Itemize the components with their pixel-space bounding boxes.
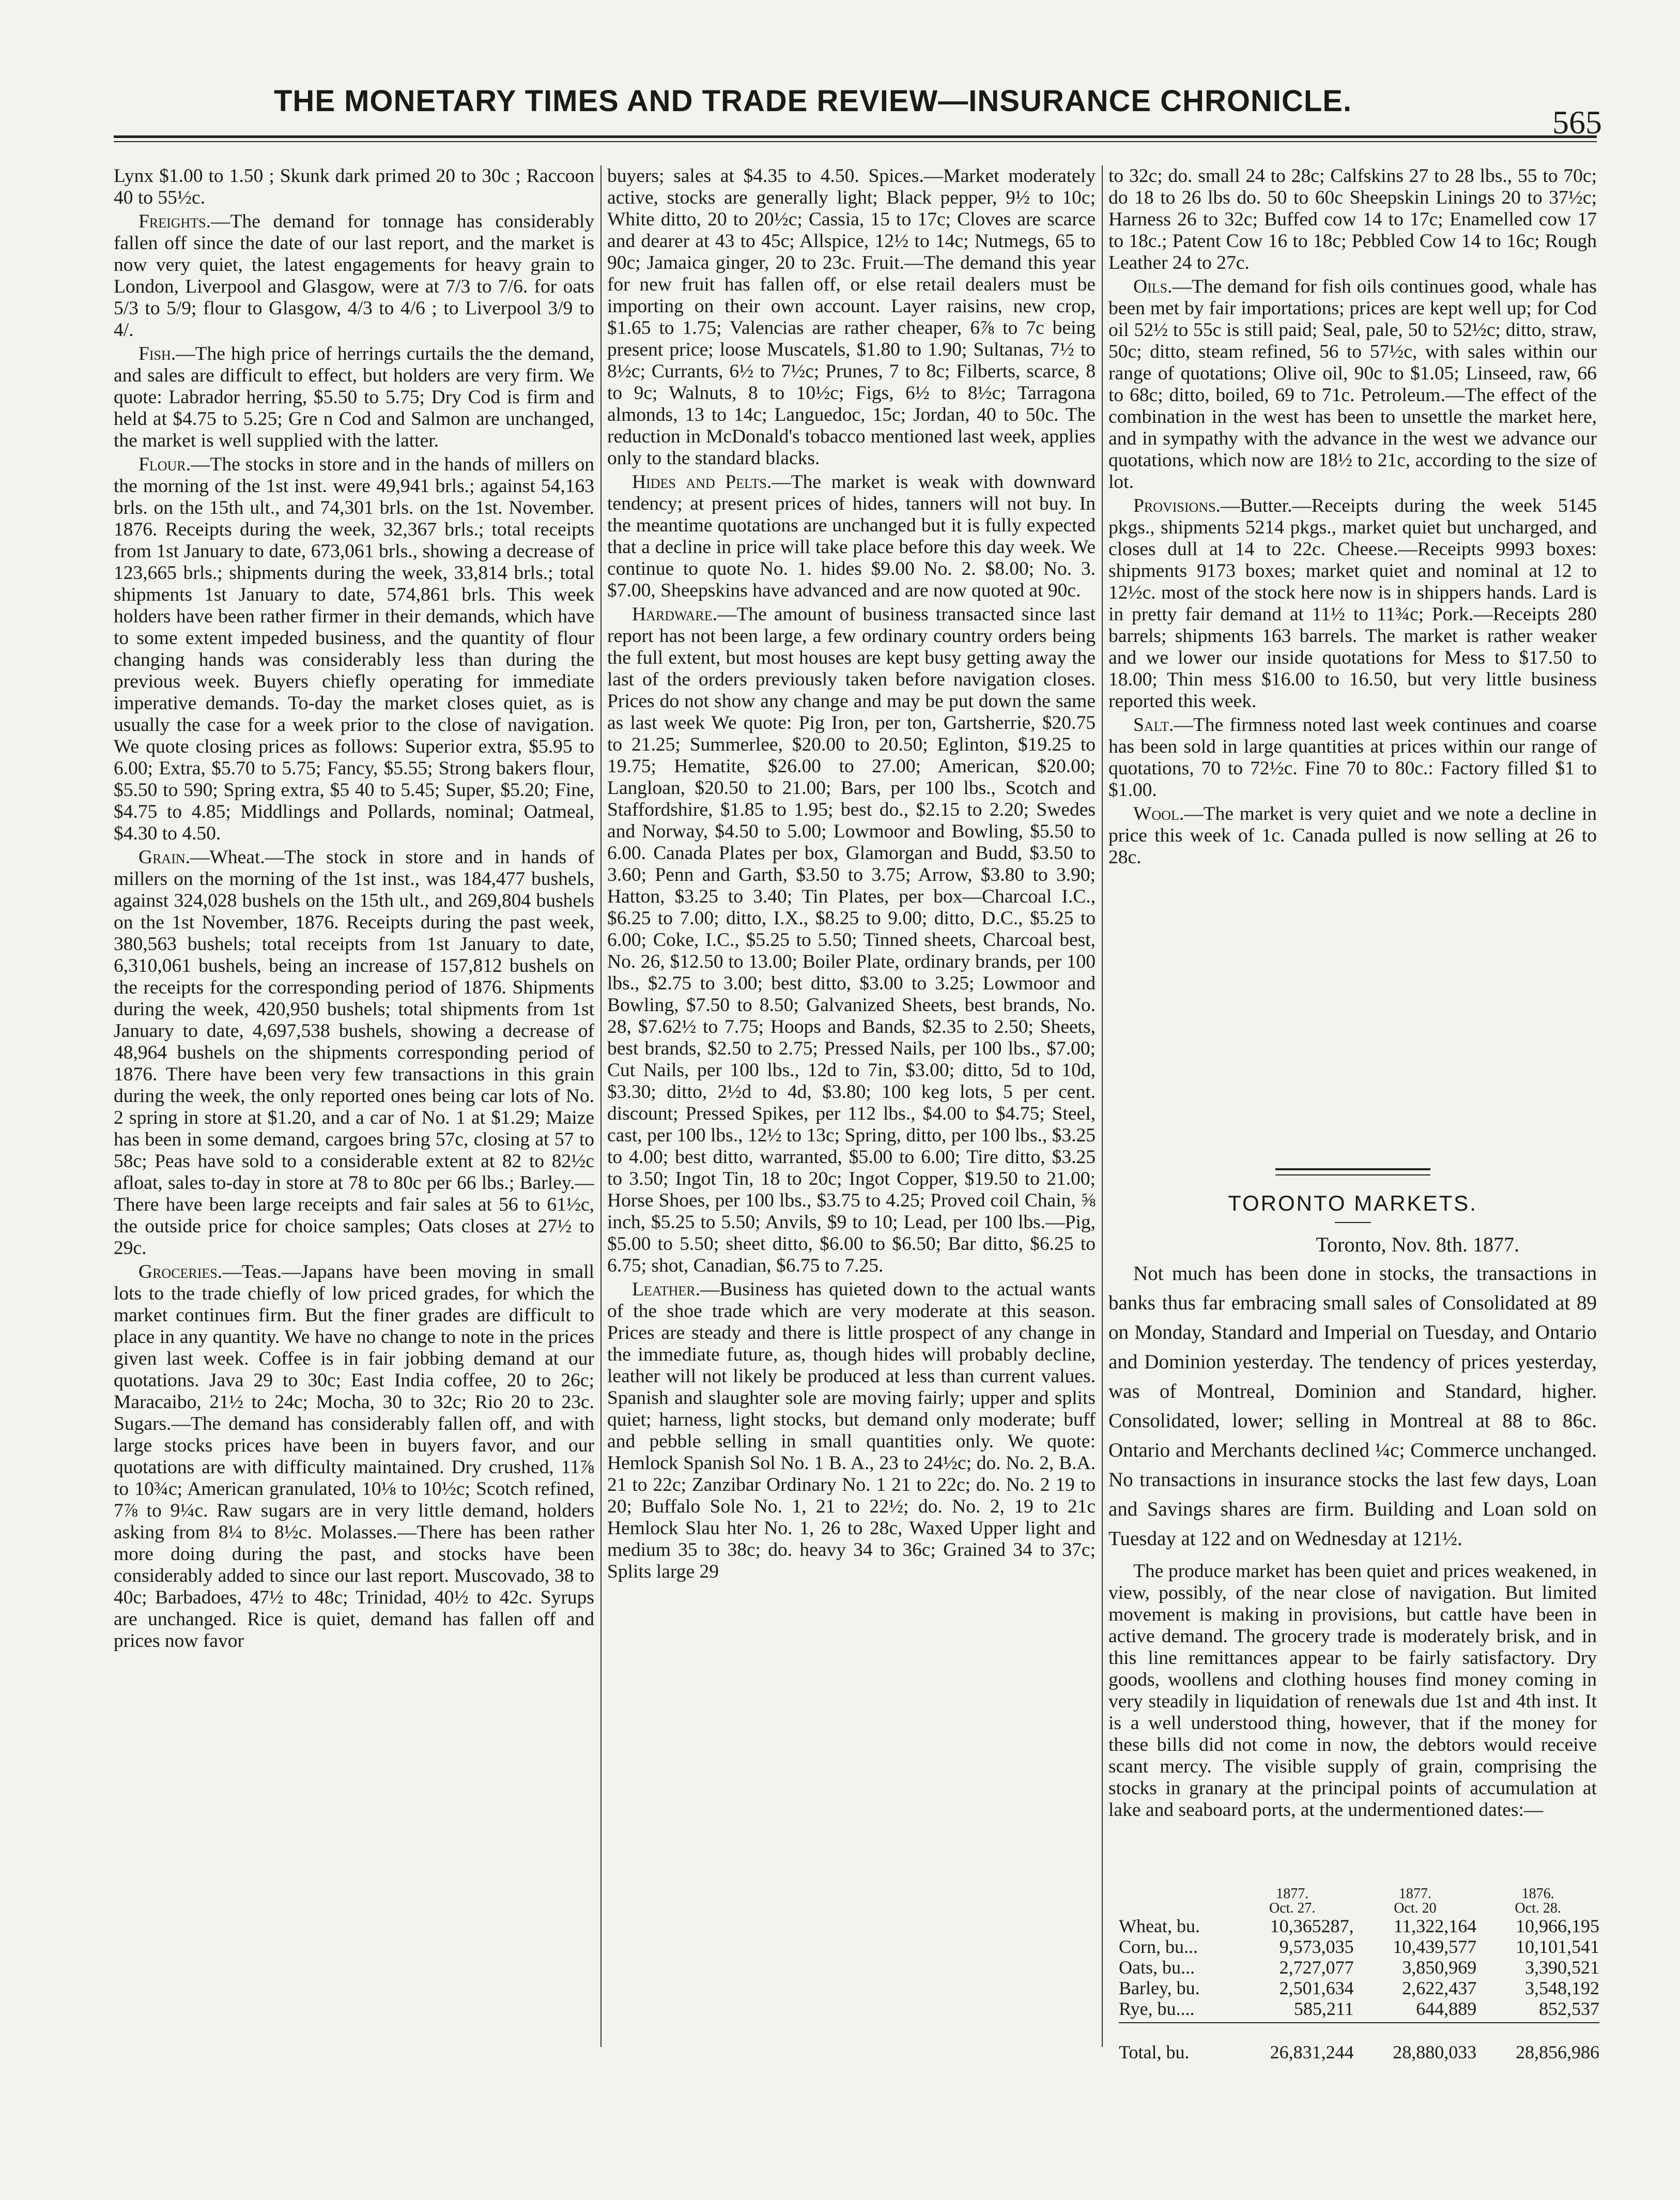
stocks-paragraph: Not much has been done in stocks, the transactions in banks thus far embracing small sales of Consolidated at 89 on Monday, Standard and Imperial on Tuesday, and Ontario and Dominion yesterday. The tendency of prices yesterday, was of Montreal, Dominion and Standard, higher. Consolidated, lower; selling in Montreal at 88 to 86c. Ontario and Merchants declined ¼c; Commerce unchanged. No transactions in insurance stocks the last few days, Loan and Savings shares are firm. Building and Loan sold on Tuesday at 122 and on Wednesday at 121½. — [1108, 1262, 1597, 1550]
spices-fruit-paragraph: buyers; sales at $4.35 to 4.50. Spices.—Market moderately active, stocks are generally light; Black pepper, 9½ to 10c; White ditto, 20 to 20½c; Cassia, 15 to 17c; Cloves are scarce and dearer at 43 to 45c; Allspice, 12½ to 14c; Nutmegs, 65 to 90c; Jamaica ginger, 20 to 23c. Fruit.—The demand this year for new fruit has fallen off, or else retail dealers must be importing on their own account. Layer raisins, new crop, $1.65 to 1.75; Valencias are rather cheaper, 6⅞ to 7c being present price; loose Muscatels, $1.80 to 1.90; Sultanas, 7½ to 8½c; Currants, 6½ to 7½c; Prunes, 7 to 8c; Filberts, scarce, 8 to 9c; Walnuts, 8 to 10½c; Figs, 6½ to 8½c; Tarragona almonds, 13 to 14c; Languedoc, 15c; Jordan, 40 to 50c. The reduction in McDonald's tobacco mentioned last week, applies only to the standard blacks. — [607, 165, 1096, 469]
table-cell: 3,850,969 — [1402, 1957, 1477, 1978]
header-rule — [114, 135, 1597, 142]
salt-text: —The firmness noted last week continues and coarse has been sold in large quantities at prices within our range of quotations, 70 to 72½c. Fine 70 to 80c.: Factory filled $1 to $1.00. — [1108, 714, 1597, 801]
column-divider — [600, 165, 602, 2047]
section-title: TORONTO MARKETS. — [1228, 1191, 1477, 1215]
page-number: 565 — [1552, 104, 1602, 141]
wool-heading: Wool. — [1133, 803, 1184, 824]
column-date: Oct. 27. — [1269, 1900, 1316, 1916]
table-row — [1119, 1916, 1599, 1936]
groceries-text: —Teas.—Japans have been moving in small lots to the trade chiefly of low priced grades, for which the market continues firm. But the finer grades are difficult to place in any quantity. We have no change to note in the prices given last week. Coffee is in fair jobbing demand at our quotations. Java 29 to 30c; East India coffee, 20 to 26c; Maracaibo, 21½ to 24c; Mocha, 30 to 32c; Rio 20 to 23c. Sugars.—The demand has considerably fallen off, and with large stocks prices have been in buyers favor, and our quotations are with difficulty maintained. Dry crushed, 11⅞ to 10¾c; American granulated, 10⅛ to 10½c; Scotch refined, 7⅞ to 9¼c. Raw sugars are in very little demand, holders asking from 8¼ to 8½c. Molasses.—There has been rather more doing during the past, and stocks have been considerably added to since our last report. Muscovado, 38 to 40c; Barbadoes, 47½ to 48c; Trinidad, 40½ to 42c. Syrups are unchanged. Rice is quiet, demand has fallen off and prices now favor — [114, 1261, 594, 1652]
table-cell: 10,101,541 — [1516, 1936, 1599, 1957]
freights-paragraph — [114, 211, 594, 341]
wool-text: —The market is very quiet and we note a decline in price this week of 1c. Canada pulled is now selling at 26 to 28c. — [1108, 803, 1597, 868]
table-cell: 9,573,035 — [1279, 1936, 1354, 1957]
groceries-paragraph — [114, 1261, 594, 1652]
table-cell: 10,966,195 — [1516, 1916, 1599, 1936]
row-label: Oats, bu... — [1119, 1957, 1195, 1978]
toronto-markets-section — [1108, 1168, 1597, 1821]
table-cell: 26,831,244 — [1270, 2042, 1354, 2062]
table-row — [1119, 1998, 1599, 2019]
fish-heading: Fish. — [138, 343, 176, 364]
leather-heading: Leather. — [632, 1279, 700, 1300]
table-cell: 2,727,077 — [1279, 1957, 1354, 1978]
leather-continued-paragraph: to 32c; do. small 24 to 28c; Calfskins 27 to 28 lbs., 55 to 70c; do 18 to 26 lbs do. 50 to 60c Sheepskin Linings 20 to 37½c; Harness 26 to 32c; Buffed cow 14 to 17c; Enamelled cow 17 to 18c.; Patent Cow 16 to 18c; Pebbled Cow 14 to 16c; Rough Leather 24 to 27c. — [1108, 165, 1597, 273]
table-cell: 2,501,634 — [1279, 1978, 1354, 1998]
column-year: 1876. — [1521, 1886, 1554, 1902]
leather-text: —Business has quieted down to the actual wants of the shoe trade which are very moderate at this season. Prices are steady and there is little prospect of any change in the immediate future, as, though hides will probably decline, leather will not likely be produced at less than current values. Spanish and slaughter sole are moving fairly; upper and splits quiet; harness, light stocks, but demand only moderate; buff and pebble selling in small quantities only. We quote: Hemlock Spanish Sol No. 1 B. A., 23 to 24½c; do. No. 2, B.A. 21 to 22c; Zanzibar Ordinary No. 1 21 to 22c; do. No. 2 19 to 20; Buffalo Sole No. 1, 21 to 22½; do. No. 2, 19 to 21c Hemlock Slau hter No. 1, 26 to 28c, Waxed Upper light and medium 35 to 38c; do. heavy 34 to 36c; Grained 34 to 37c; Splits large 29 — [607, 1279, 1096, 1582]
oils-heading: Oils. — [1133, 276, 1173, 297]
column-date: Oct. 20 — [1394, 1900, 1437, 1916]
grain-text: —Wheat.—The stock in store and in hands of millers on the morning of the 1st inst., was 184,477 bushels, against 324,028 bushels on the 15th ult., and 269,804 bushels on the 1st November, 1876. Receipts during the past week, 380,563 bushels; total receipts from 1st January to date, 6,310,061 bushels, being an increase of 157,812 bushels on the receipts for the corresponding period of 1876. Shipments during the week, 420,950 bushels; total shipments from 1st January to date, 4,697,538 bushels, showing a decrease of 48,964 bushels on the shipments corresponding period of 1876. There have been very few transactions in this grain during the week, the only reported ones being car lots of No. 2 spring in store at $1.20, and a car of No. 1 at $1.29; Maize has been in some demand, cargoes bring 57c, closing at 57 to 58c; Peas have sold to a considerable extent at 82 to 82½c afloat, sales to-day in store at 78 to 80c per 66 lbs.; Barley.—There have been large receipts and fair sales at 56 to 61½c, the outside price for choice samples; Oats closes at 27½ to 29c. — [114, 847, 594, 1259]
table-date-row — [1119, 1901, 1599, 1916]
dateline: Toronto, Nov. 8th. 1877. — [1316, 1233, 1519, 1256]
oils-paragraph — [1108, 276, 1597, 493]
table-cell: 2,622,437 — [1402, 1978, 1477, 1998]
table-cell: 644,889 — [1416, 1998, 1477, 2019]
freights-text: —The demand for tonnage has considerably fallen off since the date of our last report, and the market is now very quiet, the latest engagements for heavy grain to London, Liverpool and Glasgow, were at 7/3 to 7/6. for oats 5/3 to 5/9; flour to Glasgow, 4/3 to 4/6 ; to Liverpool 3/9 to 4/. — [114, 211, 594, 341]
provisions-heading: Provisions. — [1133, 495, 1221, 516]
oils-text: —The demand for fish oils continues good, whale has been met by fair importations; prices are kept well up; for Cod oil 52½ to 55c is still paid; Seal, pale, 50 to 52½c; ditto, straw, 50c; ditto, steam refined, 56 to 57½c, with sales within our range of quotations; Olive oil, 90c to $1.05; Linseed, raw, 66 to 68c; ditto, boiled, 69 to 71c. Petroleum.—The effect of the combination in the west has been to unsettle the market here, and in sympathy with the advance in the west we advance our quotations, which now are 18½ to 21c, according to the size of lot. — [1108, 276, 1597, 493]
table-row — [1119, 1957, 1599, 1978]
grain-supply-table — [1119, 1887, 1599, 2062]
row-label: Wheat, bu. — [1119, 1916, 1200, 1936]
salt-heading: Salt. — [1133, 714, 1174, 736]
hides-heading: Hides and Pelts. — [632, 471, 772, 493]
hides-paragraph — [607, 471, 1096, 602]
page-header — [98, 72, 1612, 141]
table-cell: 10,365287, — [1270, 1916, 1354, 1936]
column-1 — [114, 165, 594, 2047]
table-cell: 585,211 — [1293, 1998, 1354, 2019]
title-rule — [1335, 1222, 1371, 1223]
table-cell: 28,856,986 — [1516, 2042, 1599, 2062]
row-label: Corn, bu... — [1119, 1936, 1198, 1957]
wool-paragraph — [1108, 803, 1597, 868]
table-cell: 28,880,033 — [1393, 2042, 1477, 2062]
table-cell: 852,537 — [1539, 1998, 1599, 2019]
fur-paragraph: Lynx $1.00 to 1.50 ; Skunk dark primed 20 to 30c ; Raccoon 40 to 55½c. — [114, 165, 594, 208]
provisions-paragraph — [1108, 495, 1597, 712]
hides-text: —The market is weak with downward tendency; at present prices of hides, tanners will not buy. In the meantime quotations are unchanged but it is fully expected that a decline in price will take place before this day week. We continue to quote No. 1. hides $9.00 No. 2. $8.00; No. 3. $7.00, Sheepskins have advanced and are now quoted at 90c. — [607, 471, 1096, 601]
column-year: 1877. — [1276, 1886, 1309, 1902]
fish-paragraph — [114, 343, 594, 452]
section-rule — [1275, 1168, 1430, 1175]
column-2 — [607, 165, 1096, 2047]
freights-heading: Freights. — [138, 211, 211, 232]
table-row — [1119, 1936, 1599, 1957]
table-cell: 3,390,521 — [1525, 1957, 1599, 1978]
produce-paragraph: The produce market has been quiet and prices weakened, in view, possibly, of the near close of navigation. But limited movement is making in provisions, but cattle have been in active demand. The grocery trade is moderately brisk, and in this line remittances appear to be fairly satisfactory. Dry goods, woollens and clothing houses find money coming in very steadily in liquidation of renewals due 1st and 4th inst. It is a well understood thing, however, that if the money for these bills did not come in now, the debtors would receive scant mercy. The visible supply of grain, comprising the stocks in granary at the principal points of accumulation at lake and seaboard ports, at the undermentioned dates:— — [1108, 1561, 1597, 1821]
flour-heading: Flour. — [138, 454, 191, 475]
table-cell: 11,322,164 — [1393, 1916, 1477, 1936]
table-total-row — [1119, 2023, 1599, 2062]
hardware-text: —The amount of business transacted since last report has not been large, a few ordinary country orders being the full extent, but most houses are kept busy getting away the last of the orders previously taken before navigation closes. Prices do not show any change and may be put down the same as last week We quote: Pig Iron, per ton, Gartsherrie, $20.75 to 21.25; Summerlee, $20.00 to 20.50; Eglinton, $19.25 to 19.75; Hematite, $26.00 to 27.00; American, $20.00; Langloan, $20.50 to 21.00; Bars, per 100 lbs., Scotch and Staffordshire, $1.85 to 1.95; best do., $2.15 to 2.20; Swedes and Norway, $4.50 to 5.00; Lowmoor and Bowling, $5.50 to 6.00. Canada Plates per box, Glamorgan and Budd, $3.50 to 3.60; Penn and Garth, $3.50 to 3.75; Arrow, $3.80 to 3.90; Hatton, $3.25 to 3.40; Tin Plates, per box—Charcoal I.C., $6.25 to 7.00; ditto, I.X., $8.25 to 9.00; ditto, D.C., $5.25 to 6.00; Coke, I.C., $5.25 to 5.50; Tinned sheets, Charcoal best, No. 26, $12.50 to 13.00; Boiler Plate, ordinary brands, per 100 lbs., $2.75 to 3.00; best ditto, $3.00 to 3.25; Lowmoor and Bowling, $7.50 to 8.50; Galvanized Sheets, best brands, No. 28, $7.62½ to 7.75; Hoops and Bands, $2.35 to 2.50; Sheets, best brands, $2.50 to 2.75; Pressed Nails, per 100 lbs., $7.00; Cut Nails, per 100 lbs., 12d to 7in, $3.00; ditto, 5d to 10d, $3.30; ditto, 2½d to 4d, $3.80; 100 keg lots, 5 per cent. discount; Pressed Spikes, per 112 lbs., $4.00 to $4.75; Steel, cast, per 100 lbs., 12½ to 13c; Spring, ditto, per 100 lbs., $3.25 to 4.00; best ditto, warranted, $5.00 to 6.00; Tire ditto, $3.25 to 3.50; Ingot Tin, 18 to 20c; Ingot Copper, $19.50 to 21.00; Horse Shoes, per 100 lbs., $3.75 to 4.25; Proved coil Chain, ⅝ inch, $5.25 to 5.50; Anvils, $9 to 10; Lead, per 100 lbs.—Pig, $5.00 to 5.50; sheet ditto, $6.00 to $6.50; Bar ditto, $6.25 to 6.75; shot, Canadian, $6.75 to 7.25. — [607, 604, 1096, 1276]
row-label: Barley, bu. — [1119, 1978, 1200, 1998]
hardware-paragraph — [607, 604, 1096, 1277]
flour-text: —The stocks in store and in the hands of millers on the morning of the 1st inst. were 49,941 brls.; against 54,163 brls. on the 15th ult., and 74,301 brls. on the 1st. November. 1876. Receipts during the week, 32,367 brls.; total receipts from 1st January to date, 673,061 brls., showing a decrease of 123,665 brls.; shipments during the week, 33,814 brls.; total shipments 1st January to date, 574,861 brls. This week holders have been rather firmer in their demands, which have to some extent impeded business, and the quantity of flour changing hands was considerably less than during the previous week. Buyers chiefly operating for immediate imperative demands. To-day the market closes quiet, as is usually the case for a week prior to the close of navigation. We quote closing prices as follows: Superior extra, $5.95 to 6.00; Extra, $5.70 to 5.75; Fancy, $5.55; Strong bakers flour, $5.50 to 590; Spring extra, $5 40 to 5.45; Super, $5.20; Fine, $4.75 to 4.85; Middlings and Pollards, nominal; Oatmeal, $4.30 to 4.50. — [114, 454, 594, 844]
column-date: Oct. 28. — [1515, 1900, 1561, 1916]
grain-heading: Grain. — [138, 847, 191, 868]
groceries-heading: Groceries. — [138, 1261, 223, 1282]
row-label: Total, bu. — [1119, 2042, 1190, 2062]
table-year-row — [1119, 1887, 1599, 1901]
column-divider — [1102, 165, 1103, 2047]
provisions-text: —Butter.—Receipts during the week 5145 pkgs., shipments 5214 pkgs., market quiet but uncharged, and closes dull at 14 to 22c. Cheese.—Receipts 9993 boxes: shipments 9173 boxes; market quiet and nominal at 12 to 12½c. most of the stock here now is in shippers hands. Lard is in pretty fair demand at 11½ to 11¾c; Pork.—Receipts 280 barrels; shipments 163 barrels. The market is rather weaker and we lower our inside quotations for Mess to $17.50 to 18.00; Thin mess $16.00 to 16.50, but very little business reported this week. — [1108, 495, 1597, 712]
column-year: 1877. — [1398, 1886, 1431, 1902]
salt-paragraph — [1108, 714, 1597, 801]
table-row — [1119, 1978, 1599, 1998]
fish-text: —The high price of herrings curtails the the demand, and sales are difficult to effect, but holders are very firm. We quote: Labrador herring, $5.50 to 5.75; Dry Cod is firm and held at $4.75 to 5.25; Gre n Cod and Salmon are unchanged, the market is well supplied with the latter. — [114, 343, 594, 451]
grain-paragraph — [114, 847, 594, 1259]
flour-paragraph — [114, 454, 594, 845]
page-title: THE MONETARY TIMES AND TRADE REVIEW—INSURANCE CHRONICLE. — [274, 84, 1352, 118]
table-cell: 3,548,192 — [1525, 1978, 1599, 1998]
hardware-heading: Hardware. — [632, 604, 718, 625]
leather-paragraph — [607, 1279, 1096, 1583]
table-cell: 10,439,577 — [1393, 1936, 1477, 1957]
row-label: Rye, bu.... — [1119, 1998, 1195, 2019]
table-total-rule — [1119, 2019, 1599, 2023]
